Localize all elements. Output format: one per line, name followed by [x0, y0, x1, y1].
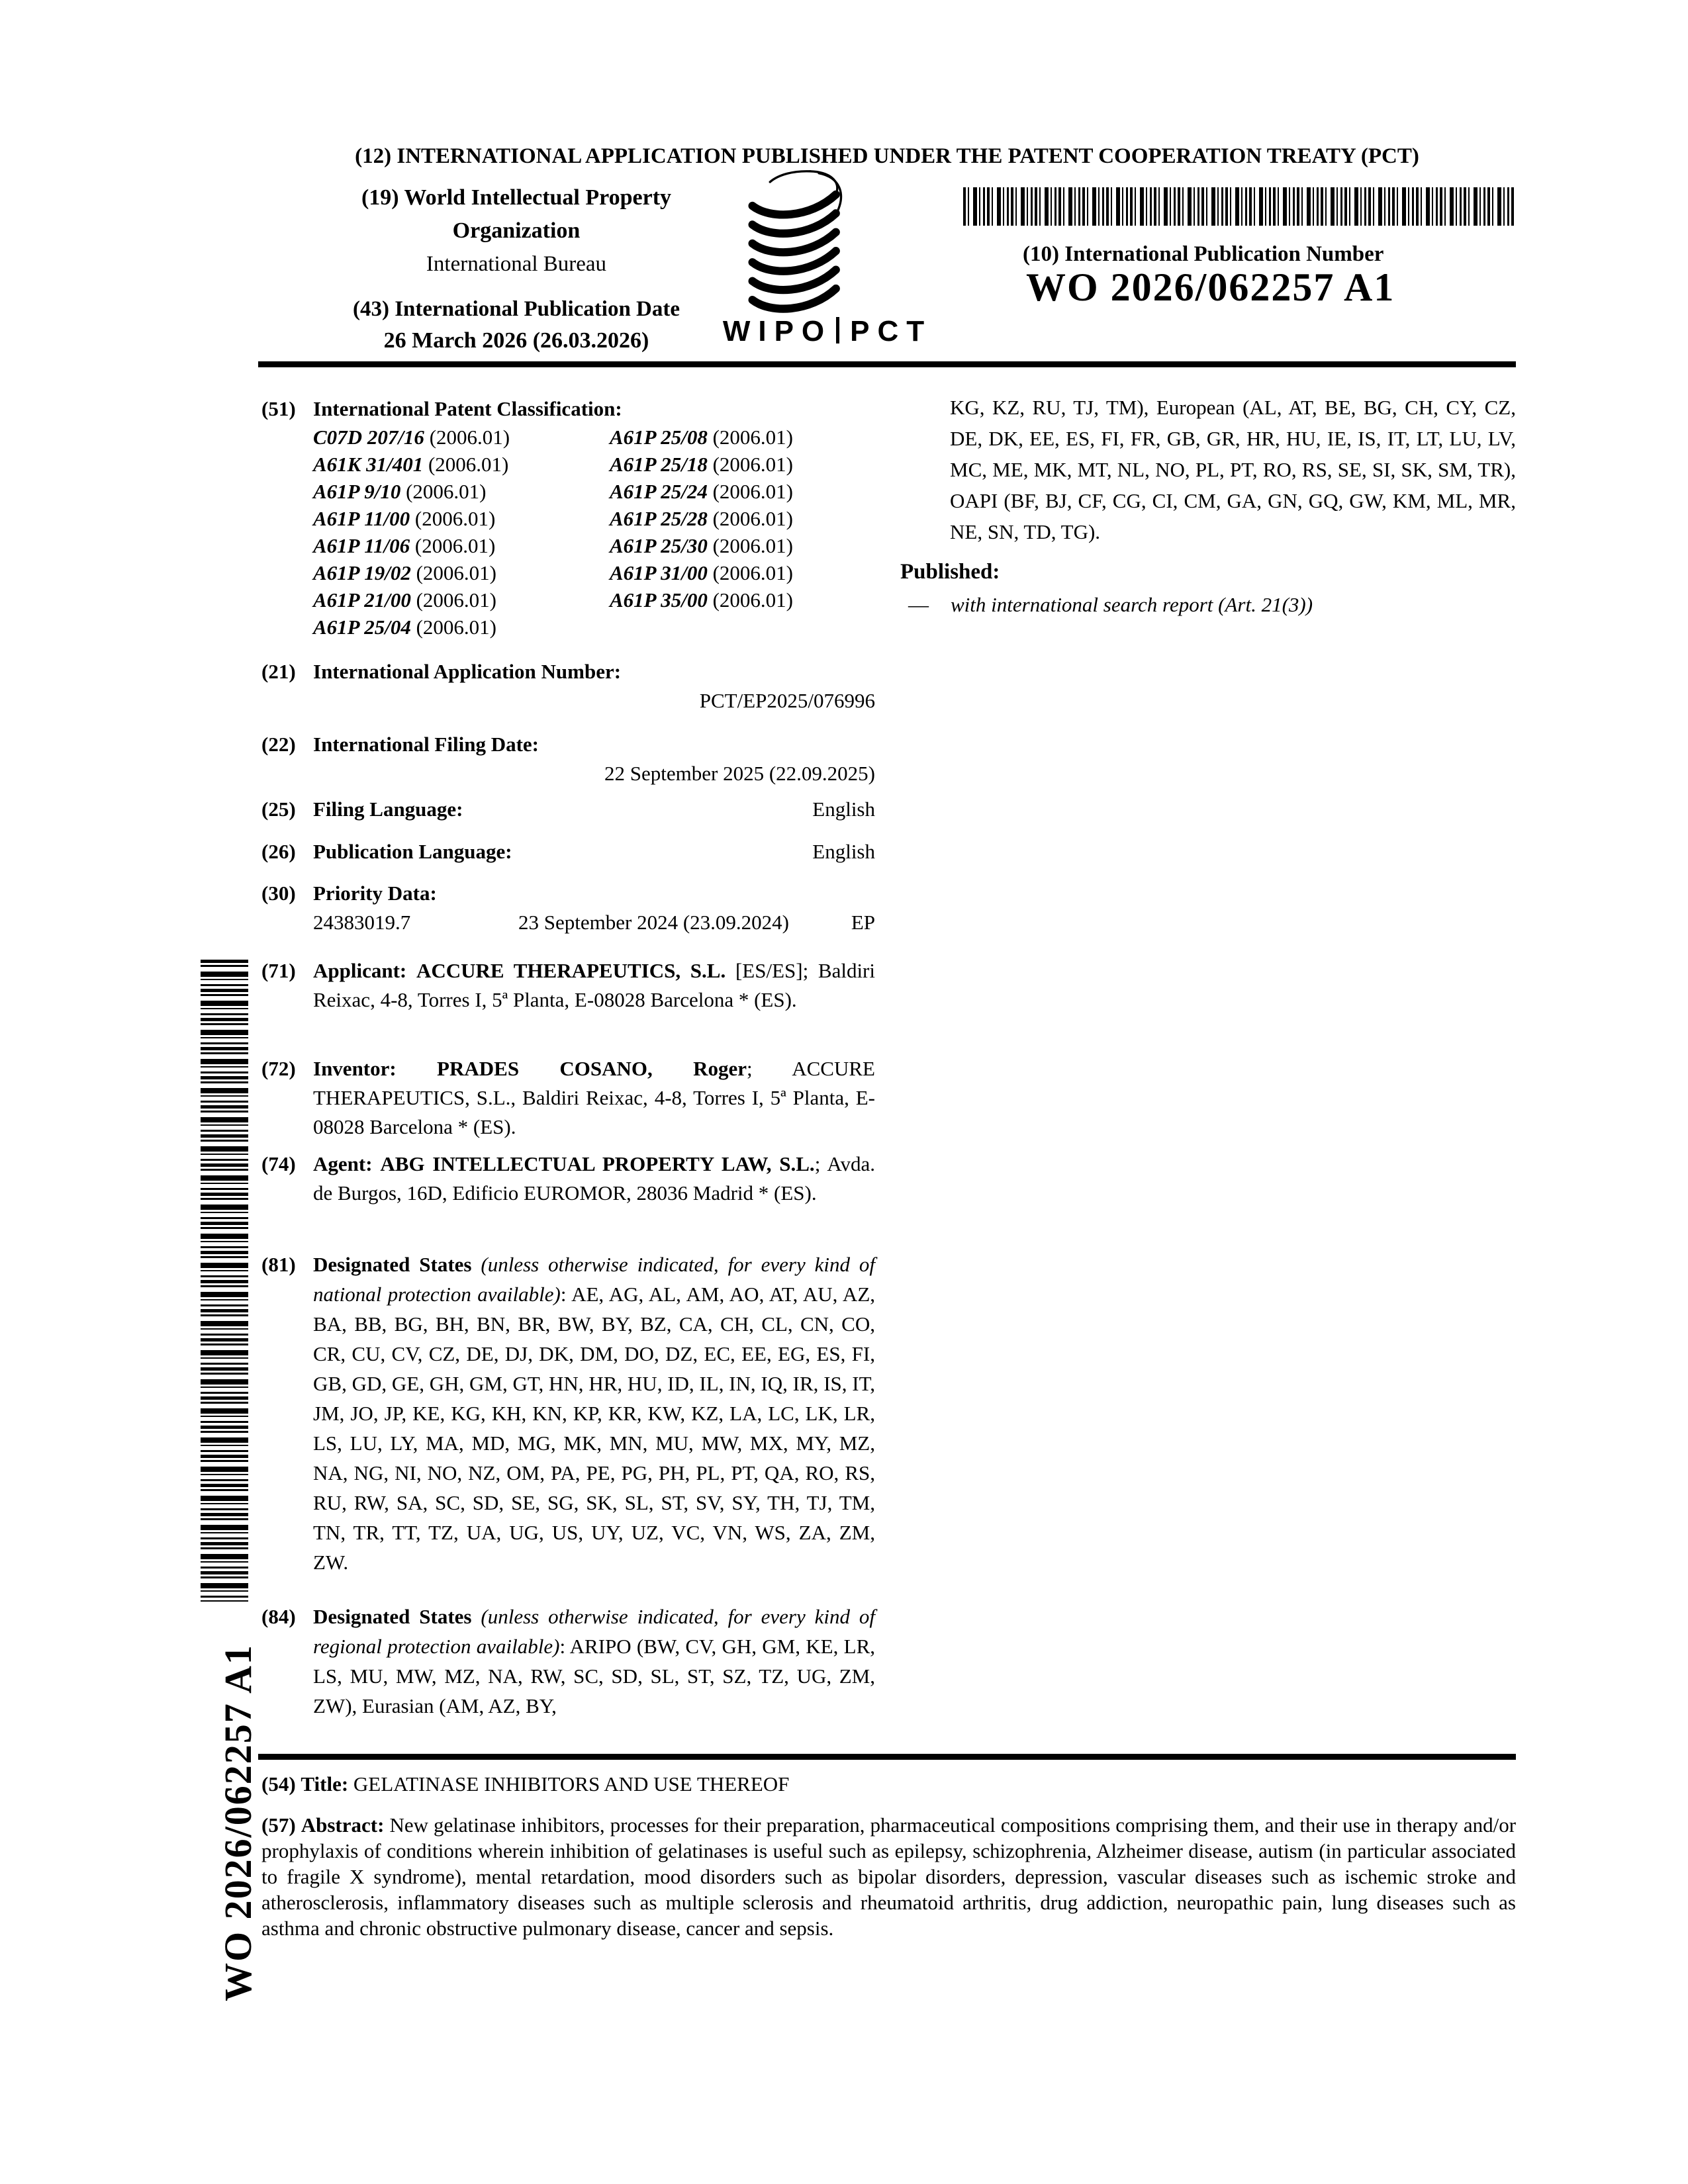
sidebar-publication-number: WO 2026/062257 A1 [216, 1644, 259, 2001]
footer-divider [258, 1754, 1516, 1760]
agent-name: ABG INTELLECTUAL PROPERTY LAW, S.L. [380, 1152, 815, 1175]
ipc-entry: A61P 25/08 (2006.01) [610, 426, 793, 449]
org-bureau: International Bureau [426, 252, 607, 276]
published-note-text: with international search report (Art. 21(3)) [951, 593, 1313, 616]
wipo-org-block [298, 181, 735, 281]
field-84-designated-states-regional: (84) Designated States (unless otherwise indicated, for every kind of regional protection available): ARIPO (BW, CV, GH, GM, KE, LR, LS, MU, MW, MZ, NA, RW, SC, SD, SL, ST, SZ, TZ, UG, ZM, ZW), Eurasian (AM, AZ, BY, [261, 1605, 876, 1717]
publication-number-label: (10) International Publication Number [1023, 242, 1384, 266]
field-71-applicant: (71) Applicant: ACCURE THERAPEUTICS, S.L. [ES/ES]; Baldiri Reixac, 4-8, Torres I, 5ª Planta, E-08028 Barcelona * (ES). [261, 959, 875, 1011]
abstract-text: New gelatinase inhibitors, processes for their preparation, pharmaceutical compositions comprising them, and their use in therapy and/or prophylaxis of conditions wherein inhibition of gelatinases is useful such as epilepsy, schizophrenia, Alzheimer disease, autism (in particular associated to fragile X syndrome), mental retardation, mood disorders such as bipolar disorders, depression, vascular diseases such as ischemic stroke and atherosclerosis, inflammatory diseases such as multiple sclerosis and rheumatoid arthritis, drug addiction, neuropathic pain, lung diseases such as asthma and chronic obstructive pulmonary disease, cancer and sepsis. [261, 1813, 1517, 1940]
header-divider [258, 361, 1516, 367]
ipc-entry: A61P 25/04 (2006.01) [313, 615, 496, 639]
wipo-pct-logotype [675, 315, 980, 348]
published-note [908, 593, 1517, 617]
field-51-ipc: (51) International Patent Classification: C07D 207/16 (2006.01) A61K 31/401 (2006.01) A61P 9/10 (2006.01) A61P 11/00 (2006.01) A61P 11/06 (2006.01) A61P 19/02 (2006.01) A61P 21/00 (2006.01) A61P 25/04 (2006.01) A61P 25/08 (2006.01) A61P 25/18 (2006.01) A61P 25/24 (2006.01) A61P 25/28 (2006.01) A61P 25/30 (2006.01) A61P 31/00 (2006.01) A61P 35/00 (2006.01) [261, 394, 875, 641]
applicant-address: [ES/ES]; Baldiri Reixac, 4-8, Torres I, 5ª Planta, E-08028 Barcelona * (ES). [313, 959, 875, 1011]
designated-states-list: : ARIPO (BW, CV, GH, GM, KE, LR, LS, MU, MW, MZ, NA, RW, SC, SD, SL, ST, SZ, TZ, UG, ZM, ZW), Eurasian (AM, AZ, BY, [313, 1635, 876, 1717]
filing-date-value: 22 September 2025 (22.09.2025) [604, 762, 875, 785]
publication-date-block [298, 293, 735, 357]
ipc-table [313, 424, 875, 641]
applicant-label: Applicant: [313, 959, 407, 982]
ipc-entry: A61P 19/02 (2006.01) [313, 561, 496, 584]
ipc-entry: A61P 11/00 (2006.01) [313, 507, 496, 530]
regional-states-continuation: KG, KZ, RU, TJ, TM), European (AL, AT, BE, BG, CH, CY, CZ, DE, DK, EE, ES, FI, FR, GB, GR, HR, HU, IE, IS, IT, LT, LU, LV, MC, ME, MK, MT, NL, NO, PL, PT, RO, RS, SE, SI, SK, SM, TR), OAPI (BF, BJ, CF, CG, CI, CM, GA, GN, GQ, GW, KM, ML, MR, NE, SN, TD, TG). [950, 396, 1516, 543]
logotype-divider [836, 317, 839, 343]
designated-states-qualifier: (unless otherwise indicated, for every kind of national protection available) [313, 1253, 876, 1306]
org-name-line1: (19) World Intellectual Property [361, 185, 672, 210]
ipc-entry: A61P 35/00 (2006.01) [610, 588, 793, 612]
applicant-name: ACCURE THERAPEUTICS, S.L. [416, 959, 726, 982]
pct-treaty-header: (12) INTERNATIONAL APPLICATION PUBLISHED UNDER THE PATENT COOPERATION TREATY (PCT) [355, 144, 1419, 168]
publication-language-value: English [812, 840, 875, 863]
application-number-value: PCT/EP2025/076996 [699, 689, 875, 712]
publication-language-label: Publication Language: [313, 840, 512, 863]
field-22-filing-date: (22) International Filing Date: 22 September 2025 (22.09.2025) [261, 730, 875, 788]
inventor-address: ; ACCURE THERAPEUTICS, S.L., Baldiri Reixac, 4-8, Torres I, 5ª Planta, E-08028 Barcelona * (ES). [313, 1057, 875, 1138]
ipc-entry: A61K 31/401 (2006.01) [313, 453, 509, 476]
designated-states-label: Designated States [313, 1605, 472, 1628]
sidebar-barcode [201, 960, 248, 1602]
designated-states-label: Designated States [313, 1253, 472, 1276]
priority-date: 23 September 2024 (23.09.2024) [518, 911, 789, 934]
ipc-entry: A61P 9/10 (2006.01) [313, 480, 487, 503]
designated-states-qualifier: (unless otherwise indicated, for every kind of regional protection available) [313, 1605, 876, 1658]
invention-title: GELATINASE INHIBITORS AND USE THEREOF [353, 1772, 790, 1796]
field-72-inventor: (72) Inventor: PRADES COSANO, Roger; ACCURE THERAPEUTICS, S.L., Baldiri Reixac, 4-8, Torres I, 5ª Planta, E-08028 Barcelona * (ES). [261, 1057, 875, 1138]
priority-application-number: 24383019.7 [313, 911, 411, 934]
filing-language-value: English [812, 797, 875, 821]
ipc-entry: A61P 25/28 (2006.01) [610, 507, 793, 530]
ipc-entry: A61P 25/24 (2006.01) [610, 480, 793, 503]
filing-language-label: Filing Language: [313, 797, 463, 821]
field-26-publication-language: (26) Publication Language: English [261, 837, 875, 866]
agent-label: Agent: [313, 1152, 373, 1175]
publication-number: WO 2026/062257 A1 [1026, 265, 1395, 309]
agent-address: ; Avda. de Burgos, 16D, Edificio EUROMOR, 28036 Madrid * (ES). [313, 1152, 876, 1205]
publication-date-value: 26 March 2026 (26.03.2026) [383, 328, 649, 353]
application-number-label: International Application Number: [313, 660, 622, 683]
ipc-entry: A61P 11/06 (2006.01) [313, 534, 496, 557]
field-81-designated-states-national: (81) Designated States (unless otherwise indicated, for every kind of national protection available): AE, AG, AL, AM, AO, AT, AU, AZ, BA, BB, BG, BH, BN, BR, BW, BY, BZ, CA, CH, CL, CN, CO, CR, CU, CV, CZ, DE, DJ, DK, DM, DO, DZ, EC, EE, EG, ES, FI, GB, GD, GE, GH, GM, GT, HN, HR, HU, ID, IL, IN, IQ, IR, IS, IT, JM, JO, JP, KE, KG, KH, KN, KP, KR, KW, KZ, LA, LC, LK, LR, LS, LU, LY, MA, MD, MG, MK, MN, MU, MW, MX, MY, MZ, NA, NG, NI, NO, NZ, OM, PA, PE, PG, PH, PL, PT, QA, RO, RS, RU, RW, SA, SC, SD, SE, SG, SK, SL, ST, SV, SY, TH, TJ, TM, TN, TR, TT, TZ, UA, UG, US, UY, UZ, VC, VN, WS, ZA, ZM, ZW. [261, 1253, 876, 1574]
wipo-spiral-logo [733, 169, 859, 314]
ipc-label: International Patent Classification: [313, 397, 622, 420]
field-74-agent: (74) Agent: ABG INTELLECTUAL PROPERTY LAW, S.L.; Avda. de Burgos, 16D, Edificio EUROMOR, 28036 Madrid * (ES). [261, 1152, 876, 1205]
ipc-entry: A61P 31/00 (2006.01) [610, 561, 793, 584]
wipo-wordmark: WIPO [722, 315, 833, 347]
field-19-number: (19) [361, 185, 399, 210]
ipc-entry: C07D 207/16 (2006.01) [313, 426, 510, 449]
field-25-filing-language: (25) Filing Language: English [261, 795, 875, 824]
ipc-entry: A61P 25/18 (2006.01) [610, 453, 793, 476]
ipc-entry: A61P 25/30 (2006.01) [610, 534, 793, 557]
designated-states-list: : AE, AG, AL, AM, AO, AT, AU, AZ, BA, BB, BG, BH, BN, BR, BW, BY, BZ, CA, CH, CL, CN, CO, CR, CU, CV, CZ, DE, DJ, DK, DM, DO, DZ, EC, EE, EG, ES, FI, GB, GD, GE, GH, GM, GT, HN, HR, HU, ID, IL, IN, IQ, IR, IS, IT, JM, JO, JP, KE, KG, KH, KN, KP, KR, KW, KZ, LA, LC, LK, LR, LS, LU, LY, MA, MD, MG, MK, MN, MU, MW, MX, MY, MZ, NA, NG, NI, NO, NZ, OM, PA, PE, PG, PH, PL, PT, QA, RO, RS, RU, RW, SA, SC, SD, SE, SG, SK, SL, ST, SV, SY, TH, TJ, TM, TN, TR, TT, TZ, UA, UG, US, UY, UZ, VC, VN, WS, ZA, ZM, ZW. [313, 1283, 876, 1574]
field-57-abstract: (57) Abstract: New gelatinase inhibitors, processes for their preparation, pharmaceutical compositions comprising them, and their use in therapy and/or prophylaxis of conditions wherein inhibition of gelatinases is useful such as epilepsy, schizophrenia, Alzheimer disease, autism (in particular associated to fragile X syndrome), mental retardation, mood disorders such as bipolar disorders, depression, vascular diseases such as ischemic stroke and atherosclerosis, inflammatory diseases such as multiple sclerosis and rheumatoid arthritis, drug addiction, neuropathic pain, lung diseases such as asthma and chronic obstructive pulmonary disease, cancer and sepsis. [261, 1813, 1517, 1940]
published-note-dash: — [908, 593, 929, 616]
publication-date-label: (43) International Publication Date [352, 297, 680, 321]
field-30-priority-data: (30) Priority Data: 24383019.7 23 September 2024 (23.09.2024) EP [261, 879, 875, 937]
abstract-label: Abstract: [301, 1813, 385, 1837]
field-54-title: (54) Title: GELATINASE INHIBITORS AND USE THEREOF [261, 1772, 790, 1796]
filing-date-label: International Filing Date: [313, 733, 539, 756]
ipc-entry: A61P 21/00 (2006.01) [313, 588, 496, 612]
pct-wordmark: PCT [850, 315, 933, 347]
inventor-name: PRADES COSANO, Roger [437, 1057, 747, 1080]
inventor-label: Inventor: [313, 1057, 397, 1080]
field-21-application-number: (21) International Application Number: PCT/EP2025/076996 [261, 657, 875, 715]
priority-office: EP [851, 911, 875, 934]
published-label: Published: [900, 560, 1000, 584]
title-label: Title: [301, 1772, 349, 1796]
priority-data-label: Priority Data: [313, 882, 437, 905]
org-name-line2: Organization [452, 218, 581, 243]
publication-barcode [963, 187, 1516, 226]
priority-data-row [313, 908, 875, 937]
